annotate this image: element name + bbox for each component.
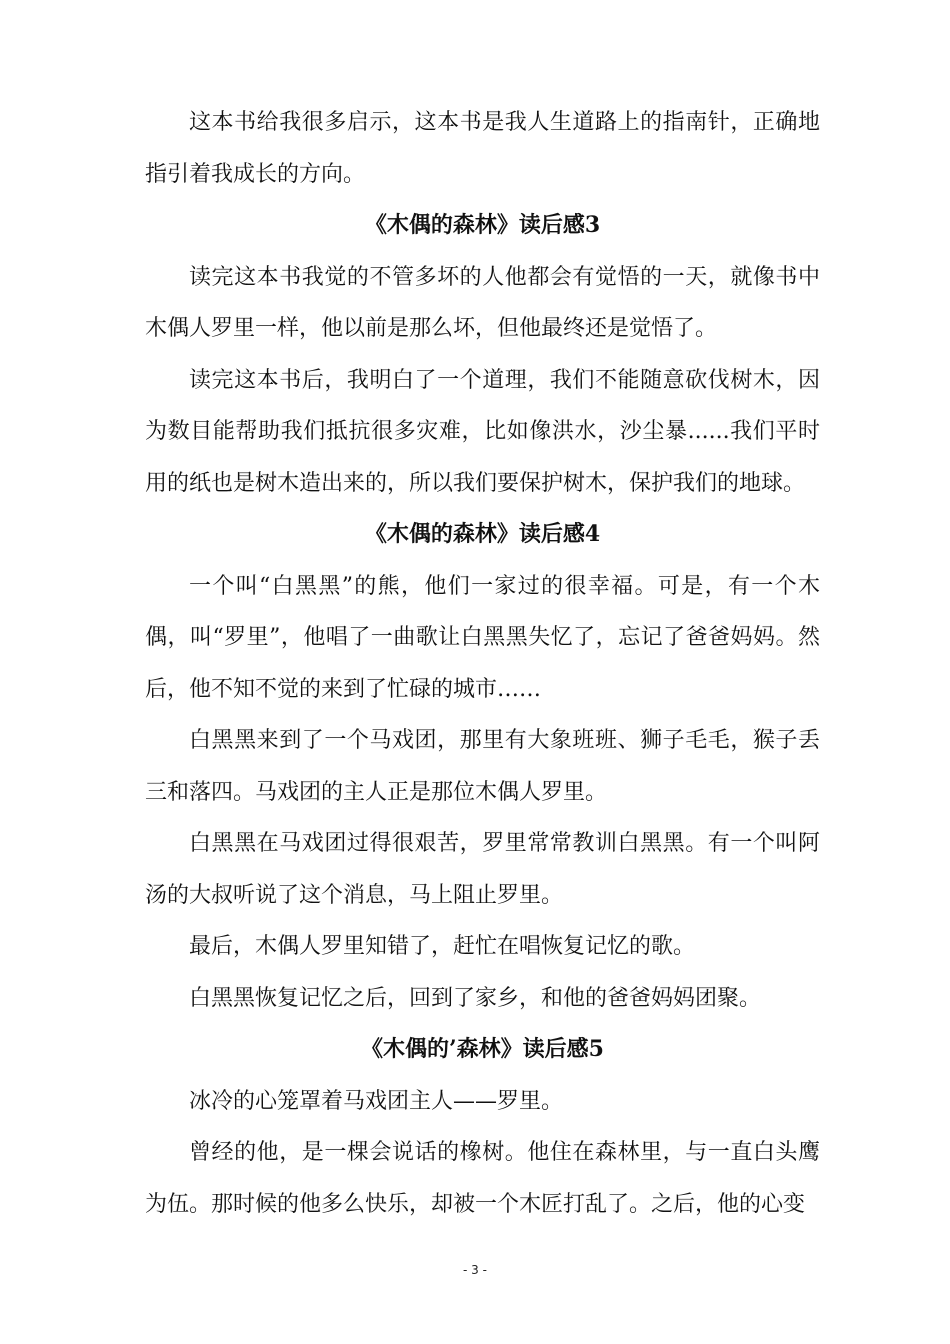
paragraph: 最后，木偶人罗里知错了，赶忙在唱恢复记忆的歌。 [189, 934, 696, 959]
page-number: - 3 - [463, 1263, 487, 1277]
paragraph: 曾经的他，是一棵会说话的橡树。他住在森林里，与一直白头鹰为伍。那时候的他多么快乐，却被一个木匠打乱了。之后，他的心变 [145, 1140, 820, 1217]
paragraph: 这本书给我很多启示，这本书是我人生道路上的指南针，正确地指引着我成长的方向。 [145, 110, 820, 187]
section-heading-4: 《木偶的森林》读后感4 [364, 521, 601, 547]
paragraph: 白黑黑在马戏团过得很艰苦，罗里常常教训白黑黑。有一个叫阿汤的大叔听说了这个消息，马上阻止罗里。 [145, 831, 820, 908]
paragraph: 读完这本书我觉的不管多坏的人他都会有觉悟的一天，就像书中木偶人罗里一样，他以前是那么坏，但他最终还是觉悟了。 [145, 264, 820, 341]
paragraph: 读完这本书后，我明白了一个道理，我们不能随意砍伐树木，因为数目能帮助我们抵抗很多灾难，比如像洪水，沙尘暴......我们平时用的纸也是树木造出来的，所以我们要保护树木，保护我们的地球。 [145, 367, 820, 496]
paragraph: 白黑黑来到了一个马戏团，那里有大象班班、狮子毛毛，猴子丢三和落四。马戏团的主人正是那位木偶人罗里。 [145, 728, 820, 805]
paragraph: 白黑黑恢复记忆之后，回到了家乡，和他的爸爸妈妈团聚。 [189, 985, 762, 1011]
section-heading-5: 《木偶的’森林》读后感5 [361, 1036, 604, 1062]
document-body [145, 97, 820, 1230]
section-heading-3: 《木偶的森林》读后感3 [364, 212, 601, 238]
paragraph: 一个叫“白黑黑”的熊，他们一家过的很幸福。可是，有一个木偶，叫“罗里”，他唱了一曲歌让白黑黑失忆了，忘记了爸爸妈妈。然后，他不知不觉的来到了忙碌的城市…… [145, 573, 820, 702]
paragraph: 冰冷的心笼罩着马戏团主人——罗里。 [189, 1088, 564, 1114]
